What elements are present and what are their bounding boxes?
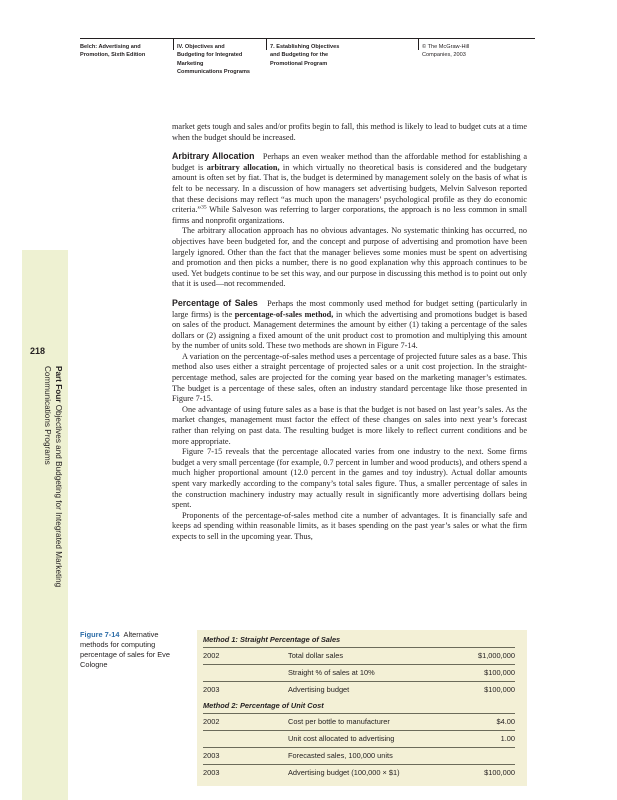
figure-table [197,630,527,786]
cell-desc: Straight % of sales at 10% [288,668,375,677]
paragraph-percentage-5: Proponents of the percentage-of-sales method cite a number of advantages. It is financially safe and keeps ad spending within reasonable limits, as it bases spending on the past year’s sales or what the firm expects to sell in the upcoming year. Thus, [172,510,527,541]
part-title-line2: Communications Programs [43,366,53,465]
paragraph-intro: market gets tough and sales and/or profits begin to fall, this method is likely to lead to budget cuts at a time when the budget should be increased. [172,122,527,142]
table-row [203,685,515,697]
body-text [172,122,527,543]
rule [203,730,515,731]
rh-part-line: Communications Programs [177,69,251,76]
text-run: in which virtually no theoretical basis is considered and the budgetary amount is often set by fiat. That is, the budget is determined by management solely on the basis of what is felt to be necessary. In a discussion of how managers set advertising budgets, Melvin Salveson reported that these decisions may reflect “as much upon the managers’ psychological profile as they do economic criteria.” [172,162,527,215]
table-row [203,651,515,663]
running-head-chapter [270,43,362,68]
cell-desc: Unit cost allocated to advertising [288,734,395,743]
part-label: Part Four [54,366,63,403]
method-1-title: Method 1: Straight Percentage of Sales [203,635,341,644]
cell-desc: Advertising budget [288,685,350,694]
heading-percentage-of-sales: Percentage of Sales [172,297,258,308]
rule [203,681,515,682]
paragraph-arbitrary-1 [172,151,527,226]
text-run: Perhaps an even weaker method than the affordable method for establishing a budget is [172,152,528,172]
term-percentage-of-sales: percentage-of-sales method, [234,309,334,319]
cell-value: $100,000 [484,768,515,777]
sidebar-part-title-text [27,366,63,796]
rule [203,747,515,748]
rh-chapter-line: and Budgeting for the [270,52,329,59]
table-row [203,768,515,780]
cell-value: $1,000,000 [478,651,515,660]
heading-arbitrary-allocation: Arbitrary Allocation [172,151,255,162]
rh-book-line: Promotion, Sixth Edition [80,52,146,59]
cell-value: $4.00 [496,717,515,726]
rh-part-line: Budgeting for Integrated [177,52,243,59]
rh-book-line: Belch: Advertising and [80,44,141,50]
table-row [203,734,515,746]
figure-label: Figure 7-14 [80,630,120,639]
table-row [203,717,515,729]
text-run: in which the advertising and promotions budget is based on sales of the product. Management determines the amount by either (1) taking a percentage of the sales dollars or (2) assigning a fixed amount of the unit product cost to promotion and multiplying this amount by the number of units sold. These two methods are shown in Figure 7-14. [172,309,527,351]
rh-part-line: Marketing [177,60,204,67]
rh-chapter-line: 7. Establishing Objectives [270,44,340,50]
rh-copyright-line: Companies, 2003 [422,52,466,59]
running-head-book [80,43,172,60]
rh-chapter-line: Promotional Program [270,60,328,67]
table-row [203,751,515,763]
cell-desc: Forecasted sales, 100,000 units [288,751,393,760]
cell-year: 2003 [203,751,220,760]
cell-value: $100,000 [484,685,515,694]
paragraph-percentage-3: One advantage of using future sales as a base is that the budget is not based on last year’s sales. As the market changes, management must factor the effect of these changes on sales into next year’s forecast rather than relying on past data. The resulting budget is more likely to reflect current conditions and be more appropriate. [172,404,527,446]
footnote-ref: 35 [201,204,207,211]
rule [203,713,515,714]
text-run: Perhaps the most commonly used method for budget setting (particularly in large firms) is the [172,298,527,319]
paragraph-percentage-2: A variation on the percentage-of-sales method uses a percentage of projected future sales as a base. This method also uses either a straight percentage of projected sales or a unit cost projection. In the straight-percentage method, sales are projected for the coming year based on the marketing manager’s estimates. The budget is a percentage of these sales, often an industry standard percentage like those presented in Figure 7-15. [172,351,527,404]
cell-desc: Cost per bottle to manufacturer [288,717,390,726]
method-2-title: Method 2: Percentage of Unit Cost [203,701,324,710]
page-number: 218 [30,346,46,356]
rule [203,664,515,665]
rh-part-line: IV. Objectives and [177,44,225,50]
cell-year: 2003 [203,685,220,694]
sidebar-part-title [27,366,67,796]
rh-copyright-line: © The McGraw-Hill [422,44,470,50]
paragraph-percentage-1 [172,298,527,352]
paragraph-percentage-4: Figure 7-15 reveals that the percentage allocated varies from one industry to the next. Some firms budget a very small percentage (for example, 0.7 percent in lumber and wood products), and others spend a much higher proportional amount (12.0 percent in the games and toy industry). Actual dollar amounts spent vary markedly according to the company’s total sales figure. Thus, a smaller percentage of sales in the construction machinery industry may actually result in significantly more advertising dollars being spent. [172,447,527,510]
term-arbitrary-allocation: arbitrary allocation, [206,162,280,172]
cell-value: 1.00 [500,734,515,743]
table-row [203,668,515,680]
part-title-line1: Objectives and Budgeting for Integrated Marketing [54,404,63,588]
text-run: While Salveson was referring to larger corporations, the approach is no less common in small firms and nonprofit organizations. [172,205,527,225]
cell-desc: Total dollar sales [288,651,344,660]
figure-caption [80,630,188,670]
figure-caption-text: Alternative methods for computing percentage of sales for Eve Cologne [80,630,170,669]
cell-year: 2002 [203,651,220,660]
running-head-part [177,43,269,77]
cell-year: 2003 [203,768,220,777]
running-head-copyright [422,43,522,60]
rule [203,647,515,648]
cell-year: 2002 [203,717,220,726]
rule [203,764,515,765]
paragraph-arbitrary-2: The arbitrary allocation approach has no obvious advantages. No systematic thinking has occurred, no objectives have been budgeted for, and the concept and purpose of advertising and promotion have been largely ignored. Other than the fact that the manager believes some monies must be spent on advertising and promotion and then picks a number, there is no good explanation why this approach continues to be used. Yet budgets continue to be set this way, and our purpose in discussing this method is to point out only that it is used—not recommended. [172,226,527,289]
running-head [80,38,535,89]
cell-value: $100,000 [484,668,515,677]
cell-desc: Advertising budget (100,000 × $1) [288,768,400,777]
